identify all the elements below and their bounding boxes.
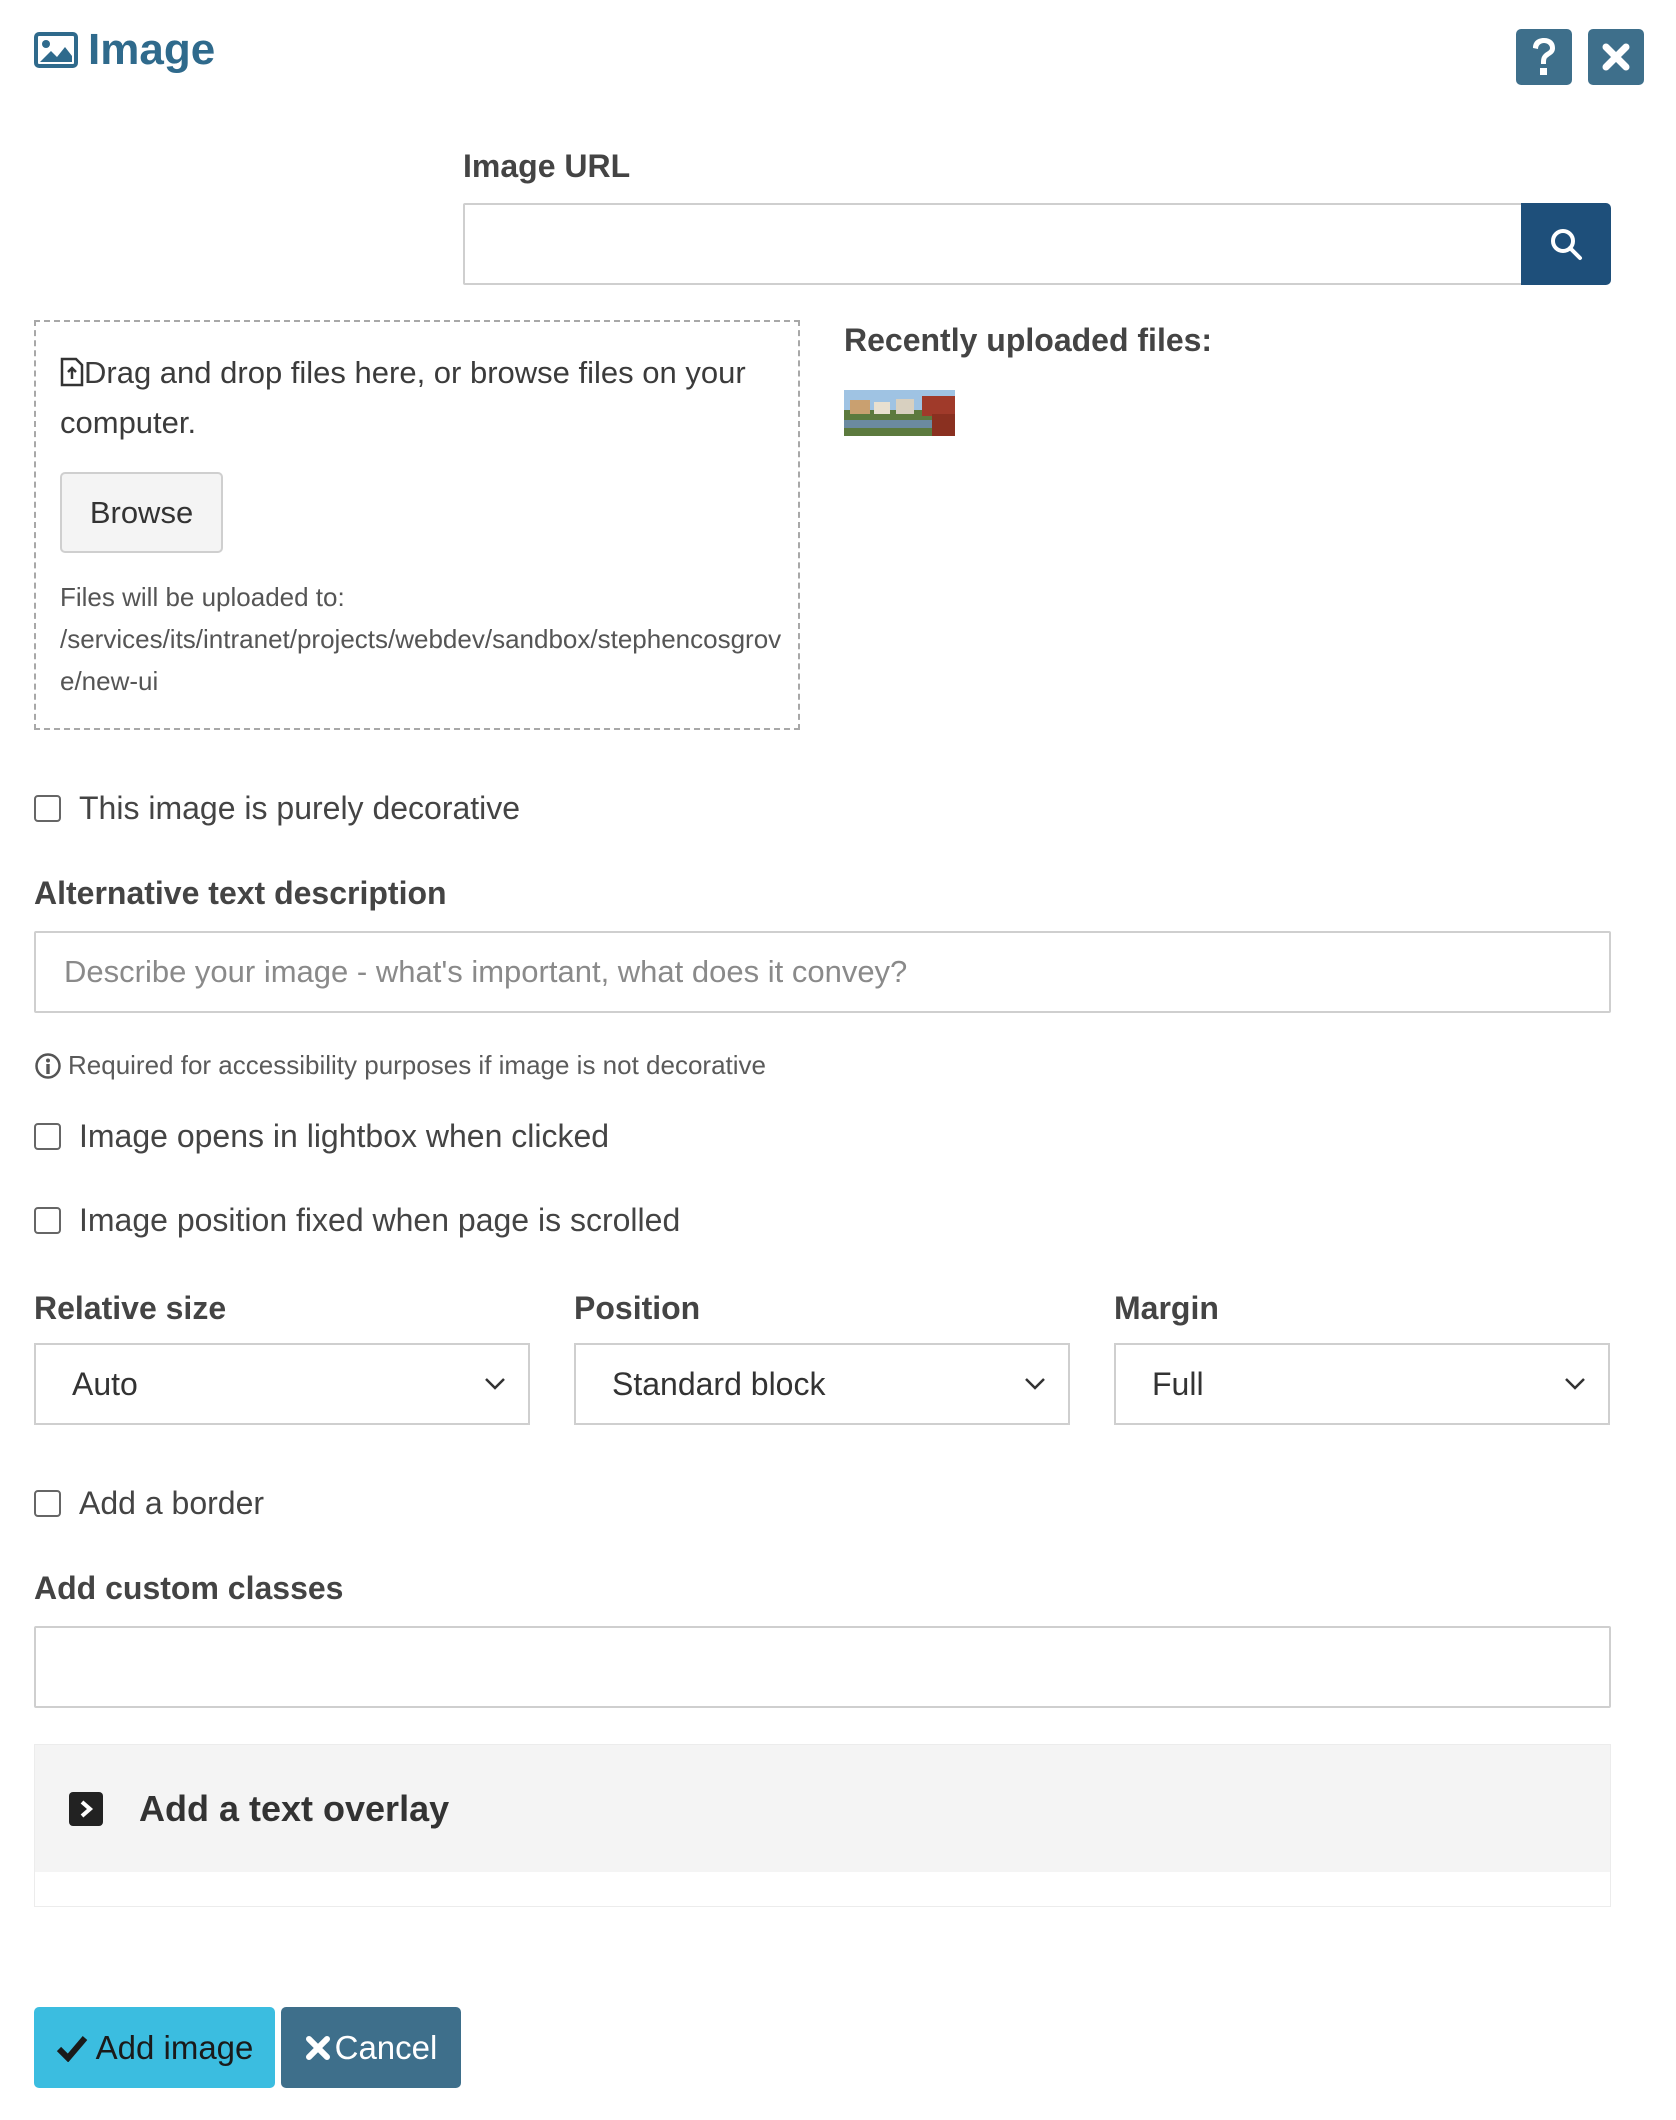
add-image-label: Add image (95, 2028, 254, 2066)
search-icon (1548, 226, 1584, 262)
fixed-position-checkbox-row[interactable] (34, 1202, 680, 1239)
upload-destination-label: Files will be uploaded to: (60, 582, 345, 612)
recent-files-label: Recently uploaded files: (844, 322, 1213, 358)
cancel-label: Cancel (334, 2028, 438, 2066)
add-image-button[interactable] (34, 2007, 275, 2088)
dialog-title-text: Image (88, 25, 216, 74)
browse-button[interactable]: Browse (60, 472, 223, 553)
cancel-button[interactable] (281, 2007, 461, 2088)
alt-text-help (34, 1050, 766, 1081)
image-url-label: Image URL (463, 148, 631, 184)
alt-text-input[interactable] (34, 931, 1611, 1013)
text-overlay-panel (34, 1744, 1611, 1907)
question-icon (1529, 36, 1559, 78)
upload-destination-path: /services/its/intranet/projects/webdev/sandbox/stephencosgrove/new-ui (60, 624, 782, 696)
file-upload-icon (60, 357, 84, 387)
position-label: Position (574, 1290, 701, 1326)
lightbox-checkbox[interactable] (34, 1123, 61, 1150)
recent-file-thumbnail[interactable] (844, 390, 955, 436)
close-icon (1601, 42, 1631, 72)
border-checkbox-row[interactable] (34, 1485, 264, 1522)
decorative-checkbox[interactable] (34, 795, 61, 822)
image-url-input[interactable] (463, 203, 1523, 285)
text-overlay-toggle[interactable] (35, 1745, 1610, 1872)
custom-classes-label: Add custom classes (34, 1570, 344, 1606)
file-dropzone[interactable] (34, 320, 800, 730)
relative-size-label: Relative size (34, 1290, 227, 1326)
upload-destination (60, 576, 790, 702)
relative-size-value: Auto (72, 1365, 138, 1402)
check-icon (56, 2034, 88, 2062)
text-overlay-title: Add a text overlay (139, 1787, 450, 1829)
lightbox-label: Image opens in lightbox when clicked (79, 1118, 610, 1154)
close-icon (305, 2035, 331, 2061)
fixed-position-label: Image position fixed when page is scrolled (79, 1202, 681, 1238)
dropzone-text: Drag and drop files here, or browse files on your computer. (60, 355, 746, 440)
relative-size-select[interactable] (34, 1343, 530, 1425)
image-icon (34, 32, 78, 68)
chevron-down-icon (1564, 1377, 1586, 1391)
close-button[interactable] (1588, 29, 1644, 85)
lightbox-checkbox-row[interactable] (34, 1118, 609, 1155)
info-icon (34, 1052, 62, 1080)
chevron-right-icon (69, 1792, 103, 1826)
margin-select[interactable] (1114, 1343, 1610, 1425)
search-button[interactable] (1521, 203, 1611, 285)
dropzone-instructions (60, 348, 780, 448)
chevron-down-icon (484, 1377, 506, 1391)
fixed-position-checkbox[interactable] (34, 1207, 61, 1234)
custom-classes-input[interactable] (34, 1626, 1611, 1708)
position-select[interactable] (574, 1343, 1070, 1425)
position-value: Standard block (612, 1365, 826, 1402)
decorative-checkbox-row[interactable] (34, 790, 520, 827)
dialog-title (34, 25, 216, 74)
border-checkbox[interactable] (34, 1490, 61, 1517)
alt-text-label: Alternative text description (34, 875, 447, 911)
alt-text-help-text: Required for accessibility purposes if image is not decorative (68, 1050, 767, 1080)
recent-file-image (844, 390, 955, 436)
margin-value: Full (1152, 1365, 1204, 1402)
border-label: Add a border (79, 1485, 265, 1521)
chevron-down-icon (1024, 1377, 1046, 1391)
help-button[interactable] (1516, 29, 1572, 85)
margin-label: Margin (1114, 1290, 1219, 1326)
decorative-label: This image is purely decorative (79, 790, 521, 826)
